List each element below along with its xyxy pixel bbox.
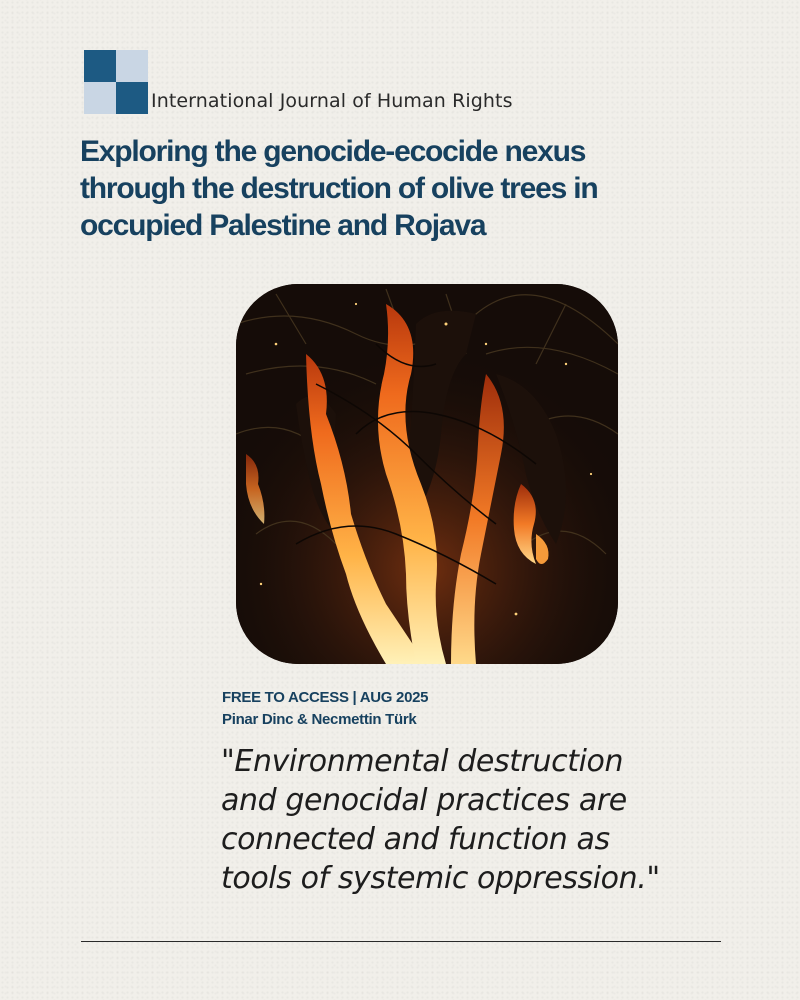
article-quote: "Environmental destruction and genocidal practices are connected and function as tools of systemic oppression." — [221, 744, 660, 896]
logo-square-top-right — [116, 50, 148, 82]
logo-square-bottom-left — [84, 82, 116, 114]
article-meta — [222, 687, 428, 731]
logo-square-bottom-right — [116, 82, 148, 114]
journal-name: International Journal of Human Rights — [151, 90, 513, 112]
burning-olive-tree-photo — [236, 284, 618, 664]
access-date-label: FREE TO ACCESS | AUG 2025 — [222, 689, 429, 706]
article-title: Exploring the genocide-ecocide nexus through the destruction of olive trees in occupied Palestine and Rojava — [80, 135, 598, 242]
fire-illustration — [236, 284, 618, 664]
journal-logo-icon — [84, 50, 148, 114]
logo-square-top-left — [84, 50, 116, 82]
authors-label: Pinar Dinc & Necmettin Türk — [222, 711, 417, 728]
bottom-divider — [81, 941, 721, 942]
